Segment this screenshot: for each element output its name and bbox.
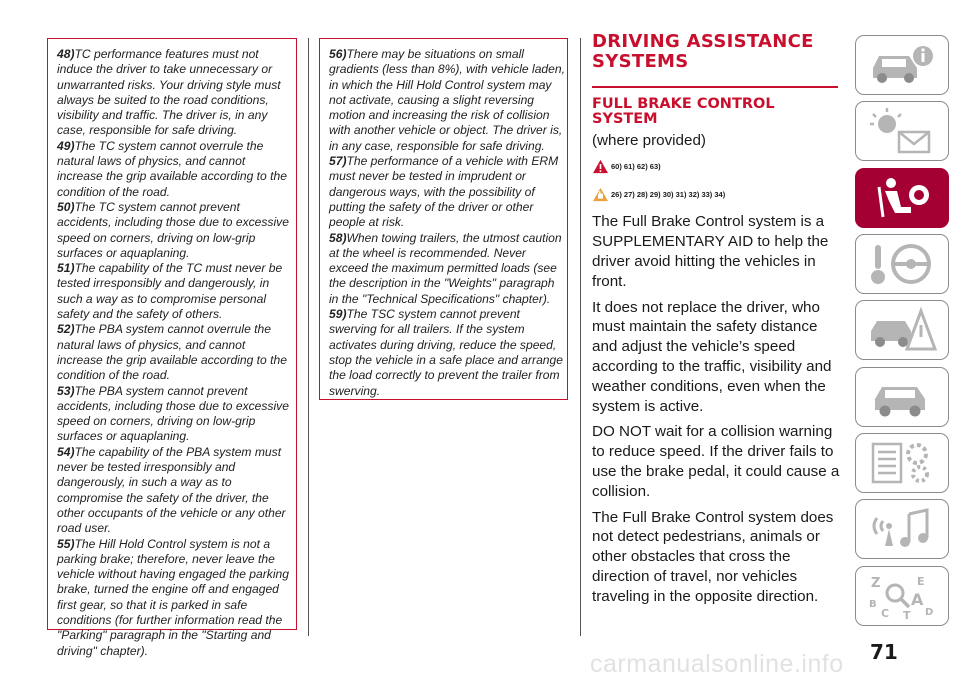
section-title-rule bbox=[592, 86, 838, 88]
warning-notes-box-middle bbox=[319, 38, 568, 400]
tab-safety[interactable] bbox=[855, 168, 949, 228]
warning-ref-numbers: 60) 61) 62) 63) bbox=[611, 161, 661, 171]
caution-hand-icon bbox=[592, 187, 609, 202]
tab-car-info[interactable] bbox=[855, 35, 949, 95]
tab-warning-lights[interactable] bbox=[855, 101, 949, 161]
note-53: 53)The PBA system cannot prevent accidents, including those due to excessive speed on corners, driving on low-grip surfaces or aquaplaning. bbox=[57, 383, 289, 444]
paragraph: The Full Brake Control system is a SUPPLEMENTARY AID to help the driver avoid hitting the vehicles in front. bbox=[592, 213, 829, 290]
page-number: 71 bbox=[870, 640, 898, 664]
car-service-icon bbox=[865, 372, 939, 422]
section-title: DRIVING ASSISTANCE SYSTEMS bbox=[592, 31, 814, 72]
svg-text:T: T bbox=[903, 609, 911, 621]
caution-ref-numbers: 26) 27) 28) 29) 30) 31) 32) 33) 34) bbox=[611, 189, 726, 199]
svg-text:B: B bbox=[869, 599, 877, 610]
paragraph: It does not replace the driver, who must maintain the safety distance and adjust the vehicle’s speed according to the traffic, visibility and weather conditions, even when the system is active. bbox=[592, 298, 832, 415]
tab-emergency[interactable] bbox=[855, 300, 949, 360]
index-icon bbox=[865, 571, 939, 621]
svg-text:Z: Z bbox=[871, 576, 881, 591]
watermark: carmanualsonline.info bbox=[590, 650, 844, 678]
airbag-seat-icon bbox=[865, 173, 939, 223]
note-59: 59)The TSC system cannot prevent swerving for all trailers. If the system activates during driving, reduce the speed, stop the vehicle in a safe place and arrange the load correctly to prevent the trailer from swerving. bbox=[329, 307, 563, 398]
tab-multimedia[interactable] bbox=[855, 499, 949, 559]
note-54: 54)The capability of the PBA system must never be tested irresponsibly and dangerously, in such a way as to compromise the safety of the driver, the other occupants of the vehicle or any other road user. bbox=[57, 444, 286, 536]
multimedia-icon bbox=[865, 504, 939, 554]
note-48: 48)TC performance features must not induce the driver to take unnecessary or unwarranted risks. Your driving style must always be suited to the road conditions, visibility and traffic. The driver is, in any case, responsible for safe driving. bbox=[57, 47, 281, 138]
svg-text:D: D bbox=[925, 607, 934, 618]
caution-references bbox=[592, 185, 844, 205]
where-provided: (where provided) bbox=[592, 132, 706, 149]
note-52: 52)The PBA system cannot overrule the natural laws of physics, and cannot increase the grip available according to the condition of the road. bbox=[57, 322, 287, 383]
technical-specs-icon bbox=[865, 438, 939, 488]
note-50: 50)The TC system cannot prevent accidents, including those due to excessive speed on corners, driving on low-grip surfaces or aquaplaning. bbox=[57, 199, 289, 260]
note-55: 55)The Hill Hold Control system is not a parking brake; therefore, never leave the vehicle without having engaged the parking brake, turned the engine off and engaged first gear, so that it is parked in safe conditions (for further information read the "Parking" paragraph in the "Starting and driving" chapter). bbox=[57, 536, 289, 658]
subsection-title: FULL BRAKE CONTROL SYSTEM bbox=[592, 96, 775, 127]
note-51: 51)The capability of the TC must never be tested irresponsibly and dangerously, in such a way as to compromise personal safety and the safety of others. bbox=[57, 261, 283, 322]
svg-text:E: E bbox=[917, 575, 925, 588]
note-58: 58)When towing trailers, the utmost caution at the wheel is recommended. Never exceed the maximum permitted loads (see the description in the "Weights" paragraph in the "Technical Specifications" chapter). bbox=[329, 230, 562, 306]
key-steering-icon bbox=[865, 239, 939, 289]
note-49: 49)The TC system cannot overrule the natural laws of physics, and cannot increase the grip available according to the condition of the road. bbox=[57, 138, 287, 199]
tab-technical-specs[interactable] bbox=[855, 433, 949, 493]
column-divider bbox=[308, 38, 309, 636]
warning-lights-icon bbox=[865, 106, 939, 156]
svg-text:C: C bbox=[881, 607, 890, 620]
warning-notes-box-left bbox=[47, 38, 297, 658]
paragraph: DO NOT wait for a collision warning to reduce speed. If the driver fails to use the brake pedal, it could cause a collision. bbox=[592, 423, 840, 500]
paragraph: The Full Brake Control system does not detect pedestrians, animals or other obstacles that cross the direction of travel, nor vehicles traveling in the opposite direction. bbox=[592, 508, 834, 605]
section-body bbox=[592, 131, 844, 613]
warning-references bbox=[592, 157, 844, 177]
column-divider bbox=[580, 38, 581, 636]
tab-index[interactable] bbox=[855, 566, 949, 626]
tab-maintenance[interactable] bbox=[855, 367, 949, 427]
tab-starting-driving[interactable] bbox=[855, 234, 949, 294]
note-56: 56)There may be situations on small gradients (less than 8%), with vehicle laden, in which the Hill Hold Control system may not activate, causing a slight reversing motion and increasing the risk of collision with another vehicle or object. The driver is, in any case, responsible for safe driving. bbox=[329, 47, 565, 153]
car-info-icon bbox=[865, 40, 939, 90]
car-breakdown-icon bbox=[865, 305, 939, 355]
warning-triangle-icon bbox=[592, 159, 609, 174]
svg-text:A: A bbox=[911, 590, 924, 609]
note-57: 57)The performance of a vehicle with ERM must never be tested in imprudent or dangerous ways, with the possibility of putting the safety of the driver or other people at risk. bbox=[329, 154, 559, 230]
